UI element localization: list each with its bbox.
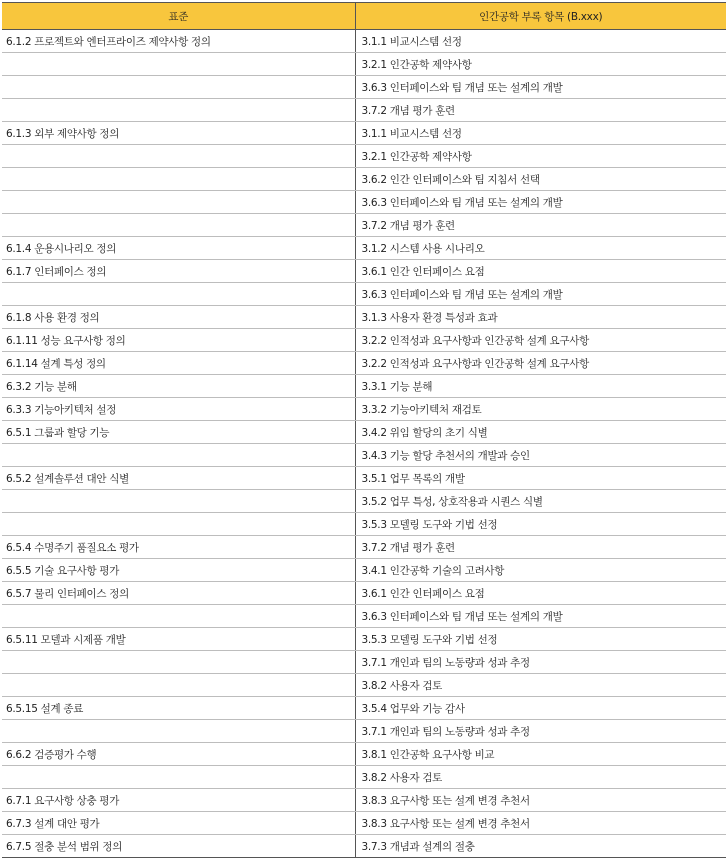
- table-row: [2, 582, 726, 605]
- standard-cell: [2, 513, 355, 536]
- table-row: [2, 191, 726, 214]
- ergonomics-item-cell: 3.5.3 모델링 도구와 기법 선정: [355, 628, 726, 651]
- table-row: [2, 260, 726, 283]
- standard-cell: [2, 53, 355, 76]
- table-row: [2, 237, 726, 260]
- standard-cell: [2, 76, 355, 99]
- table-row: [2, 122, 726, 145]
- ergonomics-item-cell: 3.5.1 업무 목록의 개발: [355, 467, 726, 490]
- standard-cell: 6.1.2 프로젝트와 엔터프라이즈 제약사항 정의: [2, 30, 355, 53]
- standard-cell: 6.1.4 운용시나리오 정의: [2, 237, 355, 260]
- standard-cell: [2, 674, 355, 697]
- table-row: [2, 375, 726, 398]
- table-row: [2, 812, 726, 835]
- table-row: [2, 30, 726, 53]
- table-row: [2, 789, 726, 812]
- table-row: [2, 421, 726, 444]
- standard-cell: [2, 168, 355, 191]
- table-row: [2, 444, 726, 467]
- table-row: [2, 835, 726, 858]
- ergonomics-item-cell: 3.6.3 인터페이스와 팀 개념 또는 설계의 개발: [355, 283, 726, 306]
- ergonomics-item-cell: 3.5.4 업무와 기능 감사: [355, 697, 726, 720]
- ergonomics-item-cell: 3.8.2 사용자 검토: [355, 766, 726, 789]
- ergonomics-item-cell: 3.7.2 개념 평가 훈련: [355, 214, 726, 237]
- ergonomics-item-cell: 3.8.2 사용자 검토: [355, 674, 726, 697]
- ergonomics-item-cell: 3.7.2 개념 평가 훈련: [355, 536, 726, 559]
- ergonomics-item-cell: 3.8.3 요구사항 또는 설계 변경 추천서: [355, 789, 726, 812]
- ergonomics-item-cell: 3.1.1 비교시스템 선정: [355, 122, 726, 145]
- header-standard: 표준: [2, 3, 355, 30]
- standard-cell: 6.5.11 모델과 시제품 개발: [2, 628, 355, 651]
- table-row: [2, 513, 726, 536]
- table-row: [2, 720, 726, 743]
- header-ergonomics-appendix: 인간공학 부록 항목 (B.xxx): [355, 3, 726, 30]
- ergonomics-item-cell: 3.2.1 인간공학 제약사항: [355, 53, 726, 76]
- standard-cell: 6.7.3 설계 대안 평가: [2, 812, 355, 835]
- ergonomics-item-cell: 3.4.2 위임 할당의 초기 식별: [355, 421, 726, 444]
- ergonomics-item-cell: 3.7.1 개인과 팀의 노동량과 성과 추정: [355, 651, 726, 674]
- table-row: [2, 674, 726, 697]
- standard-cell: 6.1.11 성능 요구사항 정의: [2, 329, 355, 352]
- table-row: [2, 168, 726, 191]
- table-row: [2, 536, 726, 559]
- standard-cell: 6.1.7 인터페이스 정의: [2, 260, 355, 283]
- table-row: [2, 559, 726, 582]
- standard-cell: 6.3.3 기능아키텍처 설정: [2, 398, 355, 421]
- standard-cell: 6.5.5 기술 요구사항 평가: [2, 559, 355, 582]
- standard-cell: [2, 720, 355, 743]
- ergonomics-item-cell: 3.5.3 모델링 도구와 기법 선정: [355, 513, 726, 536]
- ergonomics-item-cell: 3.3.1 기능 분해: [355, 375, 726, 398]
- standard-cell: 6.5.7 물리 인터페이스 정의: [2, 582, 355, 605]
- table-row: [2, 490, 726, 513]
- table-row: [2, 76, 726, 99]
- ergonomics-item-cell: 3.7.1 개인과 팀의 노동량과 성과 추정: [355, 720, 726, 743]
- table-row: [2, 467, 726, 490]
- ergonomics-item-cell: 3.5.2 업무 특성, 상호작용과 시퀀스 식별: [355, 490, 726, 513]
- standard-cell: [2, 766, 355, 789]
- standard-cell: [2, 99, 355, 122]
- ergonomics-item-cell: 3.7.2 개념 평가 훈련: [355, 99, 726, 122]
- table-row: [2, 99, 726, 122]
- standard-cell: 6.5.1 그룹과 할당 기능: [2, 421, 355, 444]
- ergonomics-item-cell: 3.4.3 기능 할당 추천서의 개발과 승인: [355, 444, 726, 467]
- ergonomics-item-cell: 3.7.3 개념과 설계의 절충: [355, 835, 726, 858]
- ergonomics-item-cell: 3.3.2 기능아키텍처 재검토: [355, 398, 726, 421]
- table-body: [2, 30, 726, 858]
- ergonomics-item-cell: 3.1.1 비교시스템 선정: [355, 30, 726, 53]
- table-row: [2, 53, 726, 76]
- header-row: [2, 3, 726, 30]
- table-row: [2, 329, 726, 352]
- standard-cell: 6.5.4 수명주기 품질요소 평가: [2, 536, 355, 559]
- standard-cell: 6.7.1 요구사항 상충 평가: [2, 789, 355, 812]
- standard-cell: 6.1.14 설계 특성 정의: [2, 352, 355, 375]
- standard-cell: [2, 191, 355, 214]
- table-row: [2, 145, 726, 168]
- ergonomics-item-cell: 3.6.3 인터페이스와 팀 개념 또는 설계의 개발: [355, 191, 726, 214]
- standard-cell: [2, 444, 355, 467]
- table-row: [2, 306, 726, 329]
- table-row: [2, 352, 726, 375]
- ergonomics-item-cell: 3.6.1 인간 인터페이스 요점: [355, 260, 726, 283]
- ergonomics-item-cell: 3.2.1 인간공학 제약사항: [355, 145, 726, 168]
- table-row: [2, 766, 726, 789]
- ergonomics-item-cell: 3.2.2 인적성과 요구사항과 인간공학 설계 요구사항: [355, 329, 726, 352]
- table-row: [2, 651, 726, 674]
- standard-cell: 6.5.2 설계솔루션 대안 식별: [2, 467, 355, 490]
- table-row: [2, 605, 726, 628]
- table-row: [2, 398, 726, 421]
- standard-cell: [2, 283, 355, 306]
- standard-cell: 6.6.2 검증평가 수행: [2, 743, 355, 766]
- standard-cell: [2, 651, 355, 674]
- ergonomics-item-cell: 3.8.1 인간공학 요구사항 비교: [355, 743, 726, 766]
- ergonomics-item-cell: 3.6.3 인터페이스와 팀 개념 또는 설계의 개발: [355, 76, 726, 99]
- table-row: [2, 697, 726, 720]
- ergonomics-item-cell: 3.1.2 시스템 사용 시나리오: [355, 237, 726, 260]
- ergonomics-item-cell: 3.6.1 인간 인터페이스 요점: [355, 582, 726, 605]
- table-row: [2, 628, 726, 651]
- standard-cell: 6.1.8 사용 환경 정의: [2, 306, 355, 329]
- standard-ergonomics-mapping-table: [2, 2, 726, 858]
- standard-cell: [2, 605, 355, 628]
- ergonomics-item-cell: 3.6.2 인간 인터페이스와 팀 지침서 선택: [355, 168, 726, 191]
- standard-cell: 6.5.15 설계 종료: [2, 697, 355, 720]
- table-row: [2, 283, 726, 306]
- standard-cell: 6.3.2 기능 분해: [2, 375, 355, 398]
- mapping-table-container: [2, 2, 726, 858]
- standard-cell: 6.1.3 외부 제약사항 정의: [2, 122, 355, 145]
- standard-cell: [2, 145, 355, 168]
- ergonomics-item-cell: 3.2.2 인적성과 요구사항과 인간공학 설계 요구사항: [355, 352, 726, 375]
- table-row: [2, 214, 726, 237]
- ergonomics-item-cell: 3.8.3 요구사항 또는 설계 변경 추천서: [355, 812, 726, 835]
- ergonomics-item-cell: 3.4.1 인간공학 기술의 고려사항: [355, 559, 726, 582]
- ergonomics-item-cell: 3.6.3 인터페이스와 팀 개념 또는 설계의 개발: [355, 605, 726, 628]
- standard-cell: [2, 490, 355, 513]
- table-row: [2, 743, 726, 766]
- standard-cell: [2, 214, 355, 237]
- standard-cell: 6.7.5 절충 분석 범위 정의: [2, 835, 355, 858]
- ergonomics-item-cell: 3.1.3 사용자 환경 특성과 효과: [355, 306, 726, 329]
